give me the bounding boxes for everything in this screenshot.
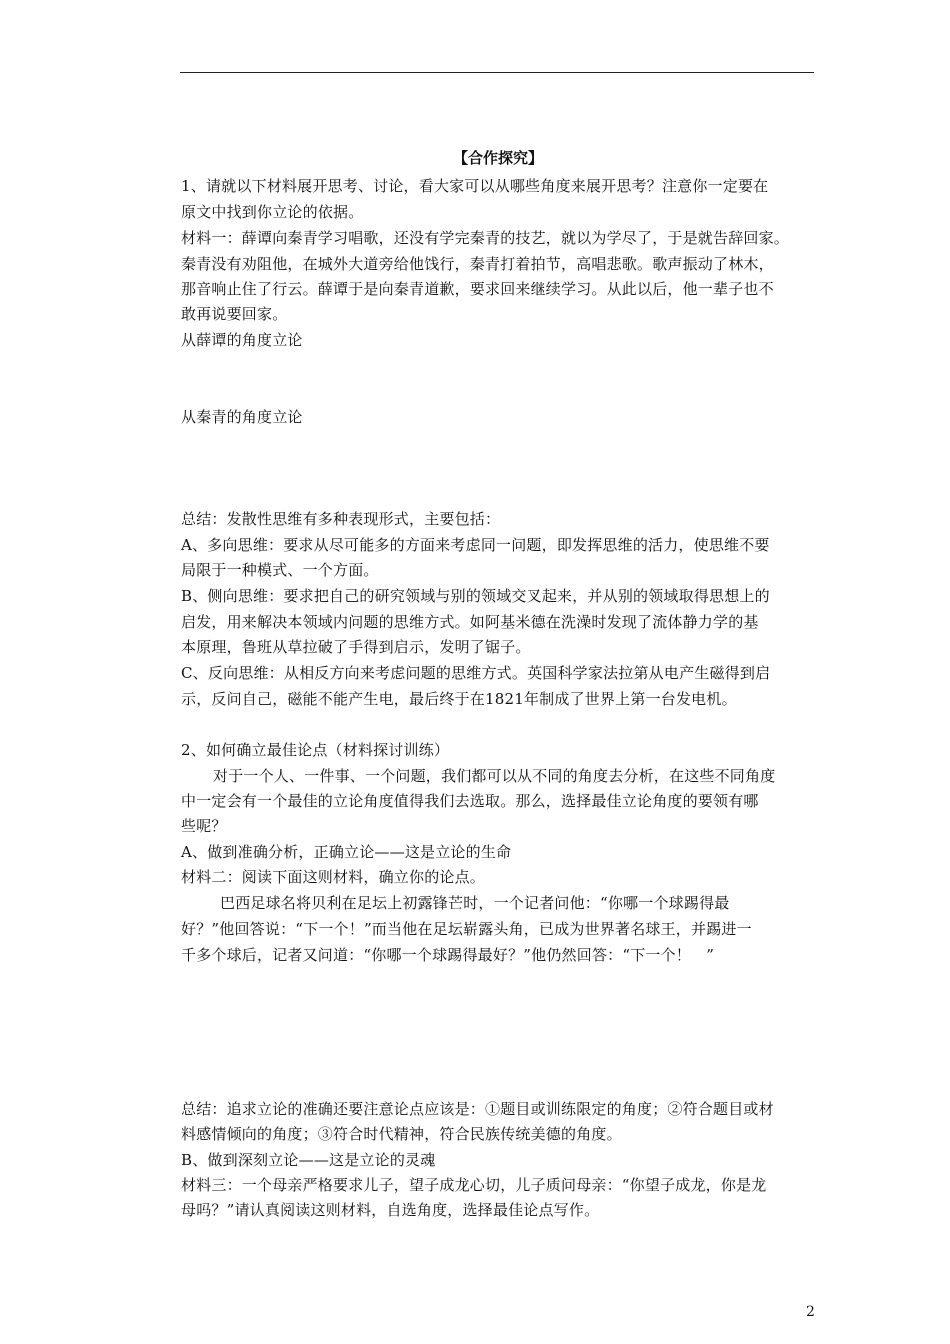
- material-2-line-1: 巴西足球名将贝利在足坛上初露锋芒时，一个记者问他：“你哪一个球踢得最: [220, 894, 730, 912]
- page-number: 2: [806, 1304, 815, 1320]
- summary-2-line-1: 总结：追求立论的准确还要注意论点应该是：①题目或训练限定的角度；②符合题目或材: [181, 1100, 774, 1118]
- paragraph-2-line-3: 些呢？: [181, 817, 227, 835]
- question-1-line-2: 原文中找到你立论的依据。: [181, 203, 364, 221]
- angle-xuetan-label: 从薛谭的角度立论: [181, 331, 303, 349]
- section-heading: 【合作探究】: [452, 149, 543, 167]
- question-1-line-1: 1、请就以下材料展开思考、讨论，看大家可以从哪些角度来展开思考？注意你一定要在: [181, 177, 769, 195]
- item-a-line-1: A、多向思维：要求从尽可能多的方面来考虑同一问题，即发挥思维的活力，使思维不要: [181, 536, 770, 554]
- angle-qinqing-label: 从秦青的角度立论: [181, 408, 303, 426]
- material-2-intro: 材料二：阅读下面这则材料，确立你的论点。: [181, 868, 486, 886]
- item-b-line-2: 启发，用来解决本领域内问题的思维方式。如阿基米德在洗澡时发现了流体静力学的基: [181, 613, 759, 631]
- item-c-line-2: 示，反问自己，磁能不能产生电，最后终于在1821年制成了世界上第一台发电机。: [181, 690, 737, 708]
- subsection-a-heading: A、做到准确分析，正确立论——这是立论的生命: [181, 843, 512, 861]
- material-2-line-3: 千多个球后，记者又问道：“你哪一个球踢得最好？”他仍然回答：“下一个！ ”: [181, 946, 715, 964]
- material-1-line-1: 材料一：薛谭向秦青学习唱歌，还没有学完秦青的技艺，就以为学尽了，于是就告辞回家。: [181, 229, 790, 247]
- question-2-heading: 2、如何确立最佳论点（材料探讨训练）: [181, 741, 450, 759]
- subsection-b-heading: B、做到深刻立论——这是立论的灵魂: [181, 1151, 436, 1169]
- material-1-line-4: 敢再说要回家。: [181, 305, 288, 323]
- paragraph-2-line-2: 中一定会有一个最佳的立论角度值得我们去选取。那么，选择最佳立论角度的要领有哪: [181, 792, 759, 810]
- item-c-line-1: C、反向思维：从相反方向来考虑问题的思维方式。英国科学家法拉第从电产生磁得到启: [181, 664, 771, 682]
- item-b-line-3: 本原理，鲁班从草拉破了手得到启示，发明了锯子。: [181, 638, 531, 656]
- material-1-line-3: 那音响止住了行云。薛谭于是向秦青道歉，要求回来继续学习。从此以后，他一辈子也不: [181, 280, 774, 298]
- item-b-line-1: B、侧向思维：要求把自己的研究领域与别的领域交叉起来，并从别的领域取得思想上的: [181, 587, 770, 605]
- material-1-line-2: 秦青没有劝阻他，在城外大道旁给他饯行，秦青打着拍节，高唱悲歌。歌声振动了林木，: [181, 255, 774, 273]
- paragraph-2-line-1: 对于一个人、一件事、一个问题，我们都可以从不同的角度去分析，在这些不同角度: [213, 767, 776, 785]
- item-a-line-2: 局限于一种模式、一个方面。: [181, 561, 379, 579]
- material-2-line-2: 好？”他回答说：“下一个！”而当他在足坛崭露头角，已成为世界著名球王，并踢进一: [181, 920, 752, 938]
- summary-1-line: 总结：发散性思维有多种表现形式，主要包括：: [181, 510, 501, 528]
- summary-2-line-2: 料感情倾向的角度；③符合时代精神，符合民族传统美德的角度。: [181, 1125, 622, 1143]
- material-3-line-2: 母吗？”请认真阅读这则材料，自选角度，选择最佳论点写作。: [181, 1201, 600, 1219]
- material-3-line-1: 材料三：一个母亲严格要求儿子，望子成龙心切，儿子质问母亲：“你望子成龙，你是龙: [181, 1176, 767, 1194]
- header-rule: [180, 72, 814, 73]
